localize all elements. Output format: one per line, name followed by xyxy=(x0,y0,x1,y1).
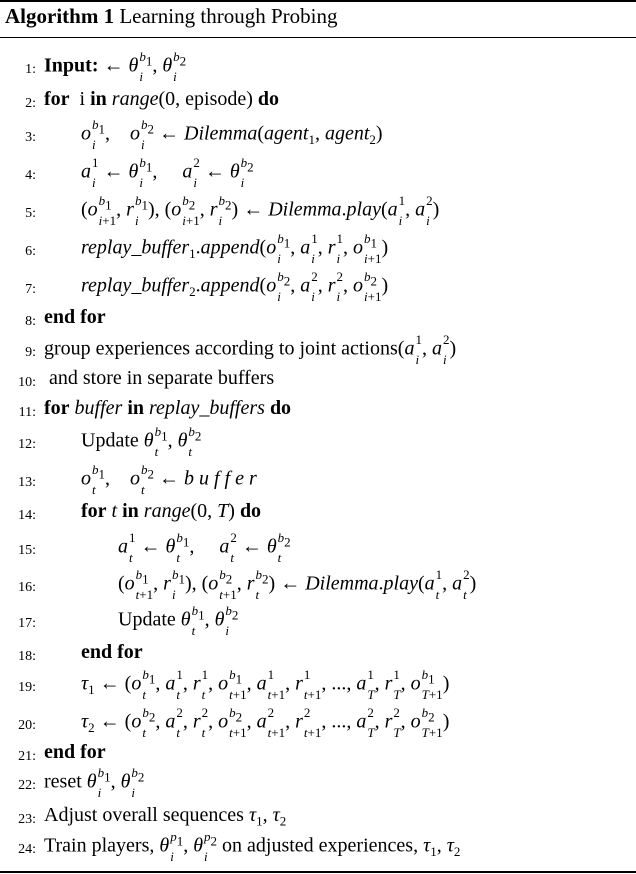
line-number: 14: xyxy=(18,508,36,523)
algo-line-16 xyxy=(0,568,636,604)
line-code: for i in range(0, episode) do xyxy=(44,88,280,110)
algo-line-22 xyxy=(0,766,636,802)
top-rule xyxy=(0,0,636,2)
line-number: 15: xyxy=(18,543,36,558)
algo-line-11 xyxy=(0,393,636,429)
line-code: a 1 t ← θ $b_1$ t , a 2 t ← θ $b_2$ t xyxy=(118,530,291,565)
line-code: Train players, θ $p_1$ i , θ $p_2$ i on adjusted experiences, $\tau_1$, $\tau_2$ xyxy=(44,829,461,864)
line-number: 4: xyxy=(25,168,36,183)
line-number: 16: xyxy=(18,580,36,595)
algorithm-label: Algorithm 1 xyxy=(5,4,115,28)
algo-line-15 xyxy=(0,531,636,567)
line-number: 3: xyxy=(25,130,36,145)
line-code: group experiences according to joint actions(a 1 i , a 2 i ) xyxy=(44,332,457,367)
line-number: 13: xyxy=(18,475,36,490)
caption-rule xyxy=(0,37,636,38)
algorithm-caption xyxy=(5,4,337,29)
line-code: Update θ $b_1$ t , θ $b_2$ t xyxy=(81,424,202,459)
line-number: 21: xyxy=(18,749,36,764)
line-number: 10: xyxy=(18,375,36,390)
line-code: replay_buffer$_1$.append(o $b_1$ i , a 1 i , r 1 i , o $b_1$ i+1 ) xyxy=(81,231,389,266)
line-code: Update θ $b_1$ t , θ $b_2$ i xyxy=(118,603,239,638)
algo-line-2 xyxy=(0,84,636,120)
line-number: 2: xyxy=(25,96,36,111)
line-number: 19: xyxy=(18,680,36,695)
line-number: 23: xyxy=(18,812,36,827)
line-code: $\tau_2$ ← (o $b_2$ t , a 2 t , r 2 t , o $b_2$ t+1 , a 2 t+1 , r 2 t+1 , ..., a 2 T , r 2 T , o $b_2$ T+1 ) xyxy=(81,705,450,740)
line-code: end for xyxy=(81,641,143,663)
line-code: replay_buffer$_2$.append(o $b_2$ i , a 2 i , r 2 i , o $b_2$ i+1 ) xyxy=(81,269,389,304)
line-code: o $b_1$ t , o $b_2$ t ← b u f f e r xyxy=(81,462,257,497)
line-number: 20: xyxy=(18,718,36,733)
line-number: 22: xyxy=(18,778,36,793)
line-number: 12: xyxy=(18,437,36,452)
line-code: and store in separate buffers xyxy=(44,367,275,389)
algo-line-7 xyxy=(0,270,636,306)
line-code: (o $b_1$ i+1 , r $b_1$ i ), (o $b_2$ i+1 , r $b_2$ i ) ← Dilemma.play(a 1 i , a 2 i ) xyxy=(81,193,440,228)
line-code: o $b_1$ i , o $b_2$ i ← Dilemma(agent$_1$, agent$_2$) xyxy=(81,117,383,152)
algo-line-5 xyxy=(0,194,636,230)
algo-line-6 xyxy=(0,232,636,268)
line-code: (o $b_1$ t+1 , r $b_1$ i ), (o $b_2$ t+1 , r $b_2$ t ) ← Dilemma.play(a 1 t , a 2 t ) xyxy=(118,567,477,602)
line-code: Adjust overall sequences $\tau_1$, $\tau_2$ xyxy=(44,804,287,829)
line-number: 5: xyxy=(25,206,36,221)
line-code: reset θ $b_1$ i , θ $b_2$ i xyxy=(44,765,145,800)
algo-line-14 xyxy=(0,496,636,532)
line-number: 8: xyxy=(25,314,36,329)
algo-line-3 xyxy=(0,118,636,154)
line-code: $\tau_1$ ← (o $b_1$ t , a 1 t , r 1 t , o $b_1$ t+1 , a 1 t+1 , r 1 t+1 , ..., a 1 T , r 1 T , o $b_1$ T+1 ) xyxy=(81,667,450,702)
algo-line-1 xyxy=(0,50,636,86)
bottom-rule xyxy=(0,871,636,873)
line-number: 18: xyxy=(18,649,36,664)
algo-line-13 xyxy=(0,463,636,499)
line-number: 9: xyxy=(25,345,36,360)
line-number: 6: xyxy=(25,244,36,259)
line-code: end for xyxy=(44,741,106,763)
algo-line-24 xyxy=(0,830,636,866)
algo-line-17 xyxy=(0,604,636,640)
line-number: 7: xyxy=(25,282,36,297)
line-code: a 1 i ← θ $b_1$ i , a 2 i ← θ $b_2$ i xyxy=(81,155,254,190)
line-number: 1: xyxy=(25,62,36,77)
algo-line-4 xyxy=(0,156,636,192)
line-number: 24: xyxy=(18,842,36,857)
line-code: for buffer in replay_buffers do xyxy=(44,397,292,419)
line-code: for t in range(0, T) do xyxy=(81,500,262,522)
line-number: 11: xyxy=(18,405,36,420)
line-code: Input: ← θ $b_1$ i , θ $b_2$ i xyxy=(44,49,187,84)
algorithm-title: Learning through Probing xyxy=(119,4,338,28)
algo-line-19 xyxy=(0,668,636,704)
line-code: end for xyxy=(44,306,106,328)
line-number: 17: xyxy=(18,616,36,631)
algo-line-12 xyxy=(0,425,636,461)
